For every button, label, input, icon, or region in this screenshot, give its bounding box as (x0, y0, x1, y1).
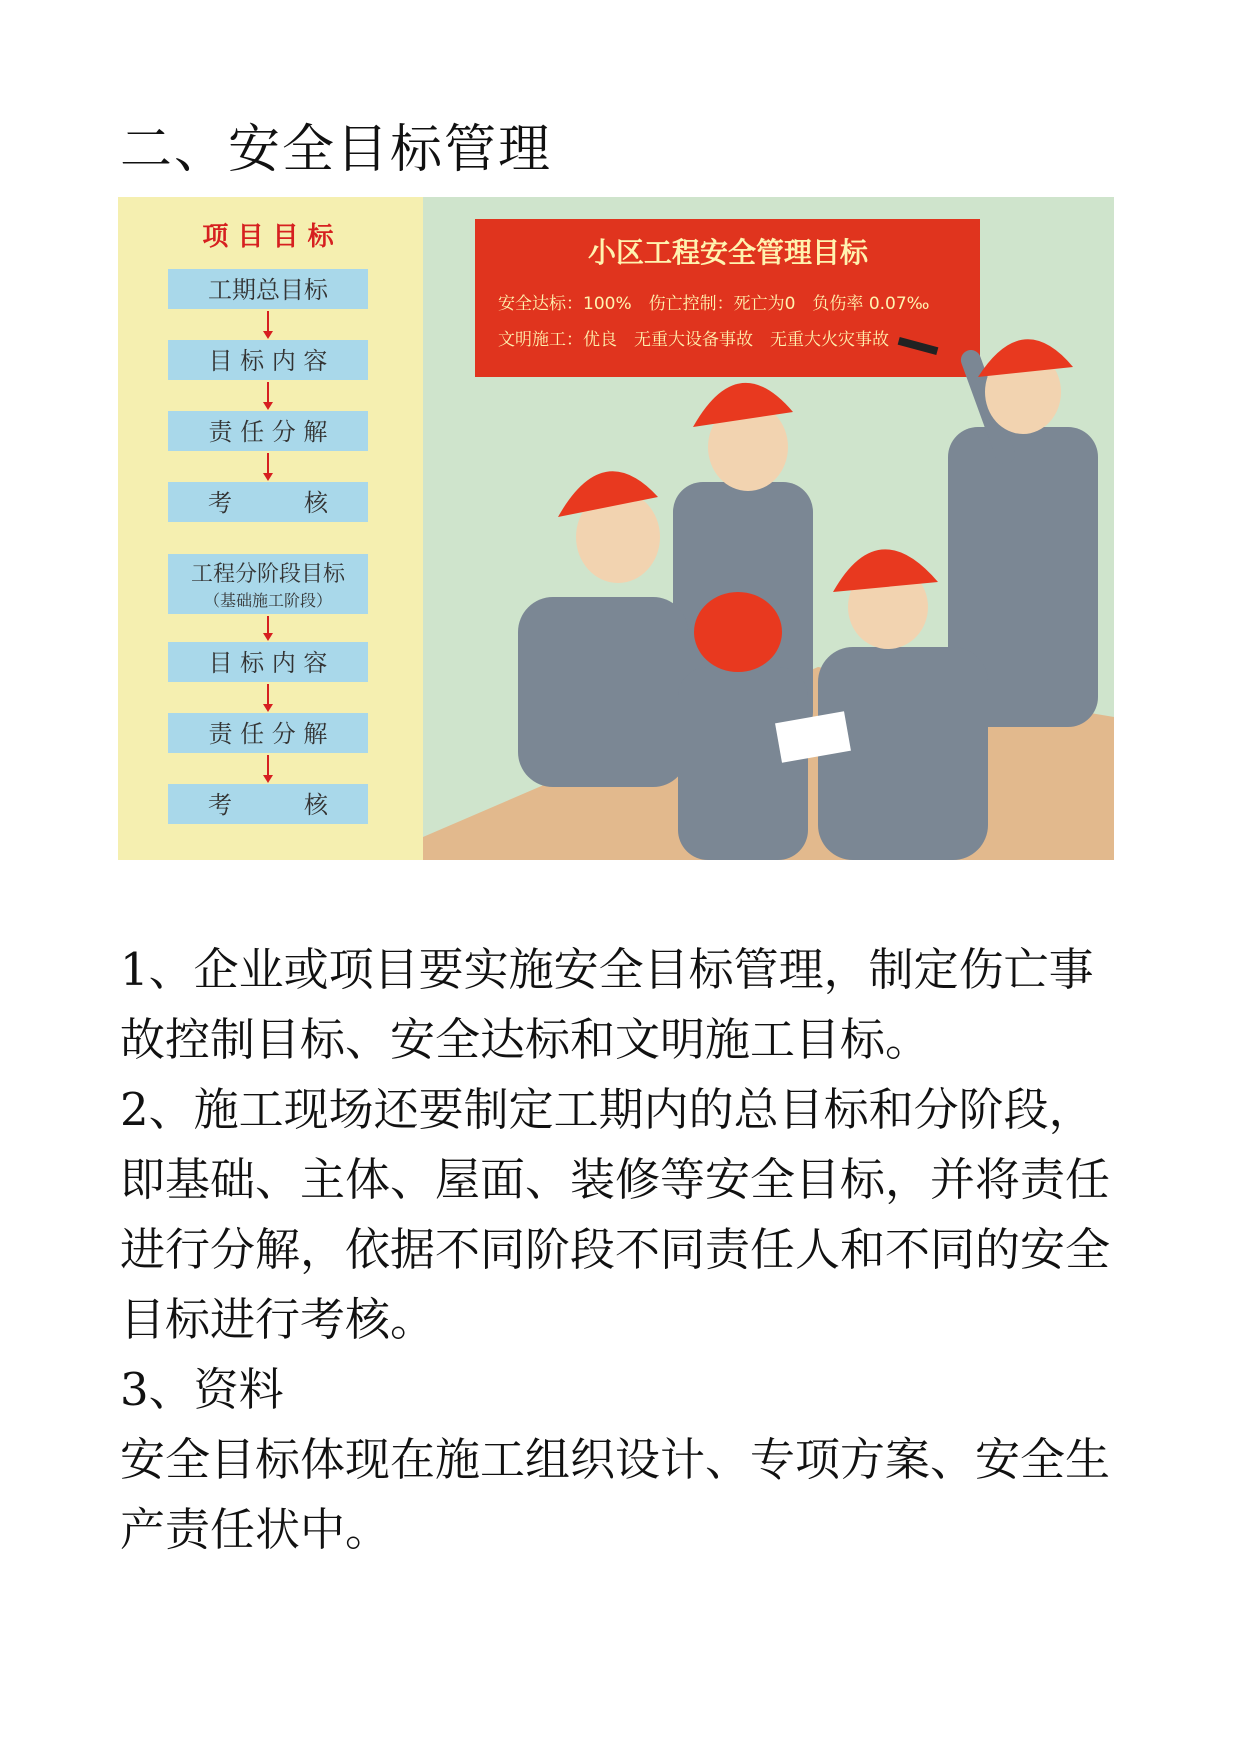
flow-step-6 (168, 642, 368, 682)
flow-step-label: 责 任 分 解 (208, 720, 328, 748)
flow-step-5 (168, 554, 368, 614)
board-line-1: 安全达标：100% 伤亡控制：死亡为0 负伤率 0.07‰ (498, 294, 930, 314)
paragraph-1: 1、企业或项目要实施安全目标管理，制定伤亡事故控制目标、安全达标和文明施工目标。 (120, 943, 1094, 1066)
paragraph-3: 3、资料 (120, 1363, 284, 1416)
body-text (120, 935, 1130, 1565)
flow-step-4 (168, 482, 368, 522)
flow-step-label: 责 任 分 解 (208, 418, 328, 446)
flow-step-1 (168, 269, 368, 309)
flow-step-label: 工程分阶段目标 (190, 562, 346, 587)
flow-step-8 (168, 784, 368, 824)
flow-step-label: 目 标 内 容 (208, 649, 328, 677)
flow-step-label: 考 核 (208, 489, 328, 517)
section-title: 二、安全目标管理 (120, 120, 553, 180)
flow-step-3 (168, 411, 368, 451)
flow-step-sublabel: （基础施工阶段） (203, 591, 333, 610)
board-line-2: 文明施工：优良 无重大设备事故 无重大火灾事故 (498, 330, 889, 350)
flow-step-label: 工期总目标 (208, 276, 328, 304)
safety-goal-illustration (118, 197, 1114, 860)
paragraph-2: 2、施工现场还要制定工期内的总目标和分阶段，即基础、主体、屋面、装修等安全目标，并将责任进行分解，依据不同阶段不同责任人和不同的安全目标进行考核。 (120, 1083, 1111, 1346)
flow-step-label: 考 核 (208, 791, 328, 819)
flow-step-2 (168, 340, 368, 380)
flow-step-label: 目 标 内 容 (208, 347, 328, 375)
flow-heading: 项 目 目 标 (202, 222, 334, 252)
paragraph-4: 安全目标体现在施工组织设计、专项方案、安全生产责任状中。 (120, 1433, 1111, 1556)
board-title: 小区工程安全管理目标 (587, 236, 869, 269)
safety-goal-board (475, 219, 980, 377)
flow-step-7 (168, 713, 368, 753)
